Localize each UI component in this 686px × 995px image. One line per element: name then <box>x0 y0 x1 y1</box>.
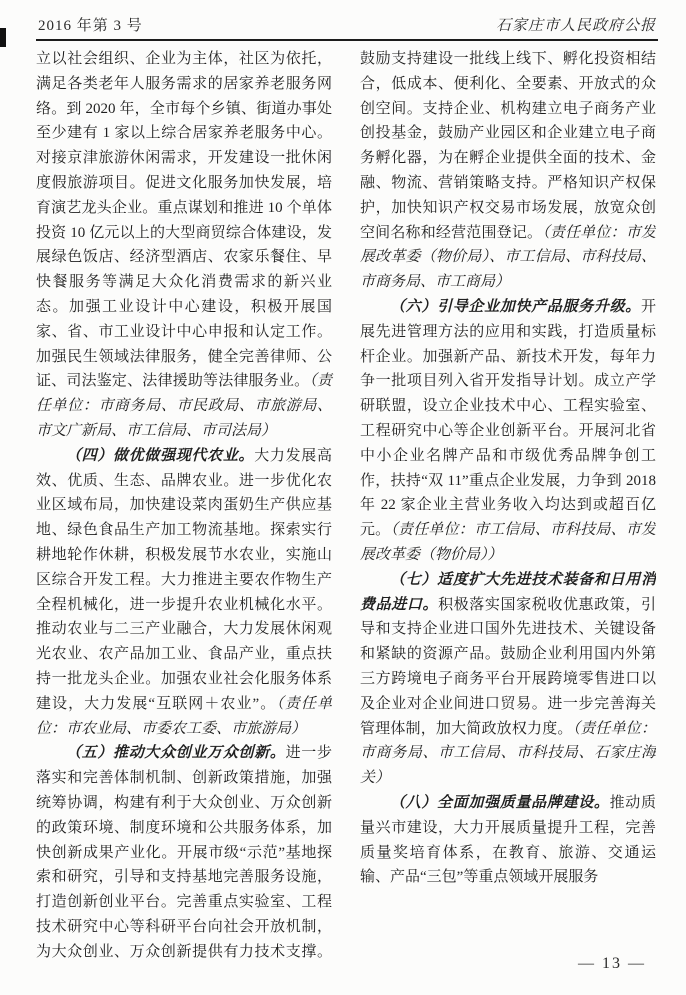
paragraph-text: 进一步落实和完善体制机制、创新政策措施，加强统筹协调，构建有利于大众创业、万众创新的政策环境、制度环境和公共服务体系，加快创新成果产业化。开展市级“示范”基地探索和研究，引导和支持基地完善服务设施，打造创新创业平台。完善重点实验室、工程技术研究中心等科研平台向社会开放机制，为大众创业、万众创新提供有力技术支撑。鼓励支持建设一批线上线下、孵化投资相结合，低成本、便利化、全要素、开放式的众创空间。支持企业、机构建立电子商务产业创投基金，鼓励产业园区和企业建立电子商务孵化器，为在孵企业提供全面的技术、金融、物流、营销策略支持。严格知识产权保护，加快知识产权交易市场发展，放宽众创空间名称和经营范围登记。 <box>36 51 656 960</box>
paragraph <box>360 791 656 890</box>
paragraph <box>36 47 332 444</box>
paragraph-lead: （七）适度扩大先进技术装备和日用消费品进口。 <box>360 571 656 613</box>
paragraph-text: 推动质量兴市建设，大力开展质量提升工程，完善质量奖培育体系，在教育、旅游、交通运输、产品“三包”等重点领域开展服务 <box>360 794 656 886</box>
responsible-unit-note: （责任单位：市商务局、市民政局、市旅游局、市文广新局、市工信局、市司法局） <box>36 373 332 439</box>
paragraph-lead: （六）引导企业加快产品服务升级。 <box>390 298 641 315</box>
paragraph-lead: （八）全面加强质量品牌建设。 <box>390 794 610 811</box>
paragraph <box>360 568 656 791</box>
paragraph-lead: （四）做优做强现代农业。 <box>66 447 255 464</box>
document-body <box>36 47 656 965</box>
paragraph <box>36 444 332 742</box>
responsible-unit-note: （责任单位：市发展改革委（物价局）、市工信局、市科技局、市商务局、市工商局） <box>360 224 656 291</box>
paragraph <box>360 295 656 568</box>
issue-number: 2016 年第 3 号 <box>38 18 143 34</box>
page-header <box>38 14 656 35</box>
paragraph-lead: （五）推动大众创业万众创新。 <box>66 745 286 762</box>
paragraph-text: 积极落实国家税收优惠政策，引导和支持企业进口国外先进技术、关键设备和紧缺的资源产品。鼓励企业利用国内外第三方跨境电子商务平台开展跨境零售进口以及企业对企业间进口贸易。进一步完善海关管理体制，加大简政放权力度。 <box>360 596 656 737</box>
header-divider <box>36 39 658 41</box>
paragraph-text: 开展先进管理方法的应用和实践，打造质量标杆企业。加强新产品、新技术开发，每年力争一批项目列入省开发指导计划。成立产学研联盟，设立企业技术中心、工程实验室、工程研究中心等企业创新平台。开展河北省中小企业名牌产品和市级优秀品牌争创工作，扶持“双 11”重点企业发展，力争到 2018 年 22 家企业主营业务收入均达到或超百亿元。 <box>360 298 656 539</box>
page-number: — 13 — <box>578 955 646 972</box>
scan-edge-artifact <box>0 28 6 47</box>
responsible-unit-note: （责任单位：市农业局、市委农工委、市旅游局） <box>36 695 332 737</box>
responsible-unit-note: （责任单位：市商务局、市工信局、市科技局、石家庄海关） <box>360 720 656 787</box>
responsible-unit-note: （责任单位：市工信局、市科技局、市发展改革委（物价局）） <box>360 522 656 563</box>
paragraph-text: 立以社会组织、企业为主体，社区为依托，满足各类老年人服务需求的居家养老服务网络。到 2020 年，全市每个乡镇、街道办事处至少建有 1 家以上综合居家养老服务中心。对接京津旅游休闲需求，开发建设一批休闲度假旅游项目。促进文化服务加快发展，培育演艺龙头企业。重点谋划和推进 10 个单体投资 10 亿元以上的大型商贸综合体建设，发展绿色饭店、经济型酒店、农家乐餐住、早快餐服务等满足大众化消费需求的新兴业态。加强工业设计中心建设，积极开展国家、省、市工业设计中心申报和认定工作。加强民生领域法律服务，健全完善律师、公证、司法鉴定、法律援助等法律服务业。 <box>36 51 332 390</box>
gazette-title: 石家庄市人民政府公报 <box>495 18 656 34</box>
paragraph-text: 大力发展高效、优质、生态、品牌农业。进一步优化农业区域布局，加快建设菜肉蛋奶生产供应基地、绿色食品生产加工物流基地。探索实行耕地轮作休耕，积极发展节水农业，实施山区综合开发工程。大力推进主要农作物生产全程机械化，进一步提升农业机械化水平。推动农业与二三产业融合，大力发展休闲观光农业、农产品加工业、食品产业，重点扶持一批龙头企业。加强农业社会化服务体系建设，大力发展“互联网＋农业”。 <box>36 447 332 712</box>
